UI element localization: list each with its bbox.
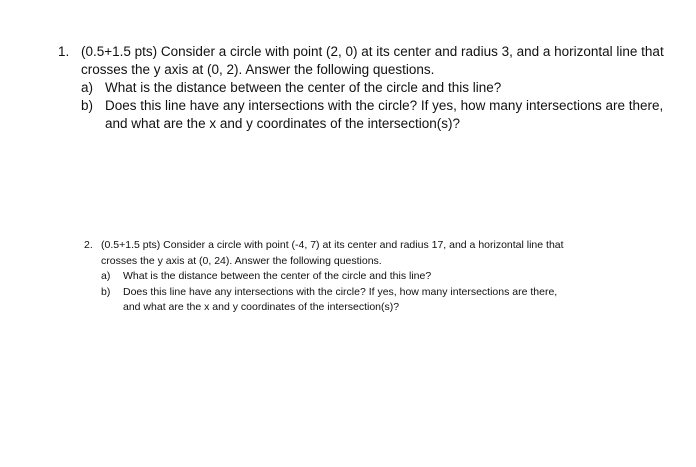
question-1-part-b-label: b) [81,98,94,113]
question-1-stem-line-2: crosses the y axis at (0, 2). Answer the following questions. [81,62,435,77]
question-2-part-a-label: a) [101,270,111,282]
question-2-number: 2. [84,239,93,251]
question-2-part-b [84,285,644,316]
question-2-part-b-text-line-1: Does this line have any intersections with the circle? If yes, how many intersections are there, [123,285,558,298]
question-1-part-a [58,79,678,97]
question-1-part-a-text: What is the distance between the center of the circle and this line? [105,80,502,95]
question-1-number: 1. [58,44,70,59]
question-1-stem [58,43,678,79]
question-2-part-b-text-line-2: and what are the x and y coordinates of the intersection(s)? [123,301,400,313]
question-2-part-a-text: What is the distance between the center of the circle and this line? [123,270,432,282]
question-1-part-a-label: a) [81,80,94,95]
question-2-stem-line-1: (0.5+1.5 pts) Consider a circle with point (-4, 7) at its center and radius 17, and a horizontal line that [101,239,564,251]
question-2-part-a [84,269,644,285]
question-1 [58,43,678,133]
question-1-part-b [58,97,678,133]
question-1-stem-line-1: (0.5+1.5 pts) Consider a circle with point (2, 0) at its center and radius 3, and a horizontal line that [81,44,664,59]
question-1-part-b-text-line-1: Does this line have any intersections with the circle? If yes, how many intersections are there, [105,98,664,113]
question-2-part-b-label: b) [101,285,111,298]
question-2-stem-line-2: crosses the y axis at (0, 24). Answer the following questions. [101,254,382,267]
question-1-part-b-text-line-2: and what are the x and y coordinates of the intersection(s)? [105,116,460,131]
question-2 [84,238,644,316]
question-2-stem [84,238,644,269]
